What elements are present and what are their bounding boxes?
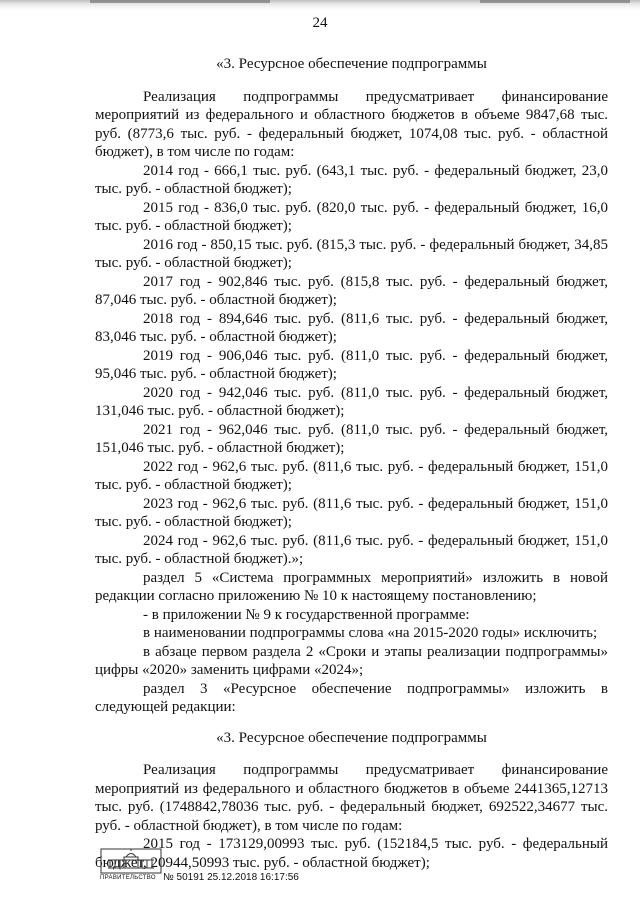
paragraph: 2021 год - 962,046 тыс. руб. (811,0 тыс. руб. - федеральный бюджет, 151,046 тыс. руб. - областной бюджет); xyxy=(95,421,608,456)
stamp-caption: ПРАВИТЕЛЬСТВО xyxy=(100,875,156,881)
paragraph: 2016 год - 850,15 тыс. руб. (815,3 тыс. руб. - федеральный бюджет, 34,85 тыс. руб. - областной бюджет); xyxy=(95,236,608,271)
paragraph: 2015 год - 836,0 тыс. руб. (820,0 тыс. руб. - федеральный бюджет, 16,0 тыс. руб. - областной бюджет); xyxy=(95,199,608,234)
paragraph: 2023 год - 962,6 тыс. руб. (811,6 тыс. руб. - федеральный бюджет, 151,0 тыс. руб. - областной бюджет); xyxy=(95,495,608,530)
section-heading: «3. Ресурсное обеспечение подпрограммы xyxy=(216,56,487,72)
scan-edge-mark xyxy=(480,0,630,3)
footer xyxy=(100,848,500,888)
section-heading: «3. Ресурсное обеспечение подпрограммы xyxy=(216,729,487,746)
paragraph: 2015 год - 173129,00993 тыс. руб. (152184,5 тыс. руб. - федеральный бюджет, 20944,50993 тыс. руб. - областной бюджет); xyxy=(95,836,608,871)
paragraph: 2014 год - 666,1 тыс. руб. (643,1 тыс. руб. - федеральный бюджет, 23,0 тыс. руб. - областной бюджет); xyxy=(95,162,608,197)
scan-edge-mark xyxy=(90,0,270,3)
paragraph: в наименовании подпрограммы слова «на 2015-2020 годы» исключить; xyxy=(143,625,598,641)
document-body xyxy=(95,55,608,872)
page-number: 24 xyxy=(312,15,328,31)
paragraph: 2018 год - 894,646 тыс. руб. (811,6 тыс. руб. - федеральный бюджет, 83,046 тыс. руб. - областной бюджет); xyxy=(95,310,608,345)
document-registration-stamp: № 50191 25.12.2018 16:17:56 xyxy=(163,872,299,883)
paragraph: 2017 год - 902,846 тыс. руб. (815,8 тыс. руб. - федеральный бюджет, 87,046 тыс. руб. - областной бюджет); xyxy=(95,273,608,308)
paragraph: 2022 год - 962,6 тыс. руб. (811,6 тыс. руб. - федеральный бюджет, 151,0 тыс. руб. - областной бюджет); xyxy=(95,458,608,493)
paragraph: в абзаце первом раздела 2 «Сроки и этапы реализации подпрограммы» цифры «2020» заменить цифрами «2024»; xyxy=(95,643,608,678)
paragraph: Реализация подпрограммы предусматривает финансирование мероприятий из федерального и областного бюджетов в объеме 9847,68 тыс. руб. (8773,6 тыс. руб. - федеральный бюджет, 1074,08 тыс. руб. - областной бюджет), в том числе по годам: xyxy=(95,88,608,160)
paragraph: раздел 5 «Система программных мероприятий» изложить в новой редакции согласно приложению № 10 к настоящему постановлению; xyxy=(95,569,608,604)
paragraph: 2024 год - 962,6 тыс. руб. (811,6 тыс. руб. - федеральный бюджет, 151,0 тыс. руб. - областной бюджет).»; xyxy=(95,532,608,567)
paragraph: 2019 год - 906,046 тыс. руб. (811,0 тыс. руб. - федеральный бюджет, 95,046 тыс. руб. - областной бюджет); xyxy=(95,347,608,382)
paragraph: - в приложении № 9 к государственной программе: xyxy=(143,606,470,623)
paragraph: 2020 год - 942,046 тыс. руб. (811,0 тыс. руб. - федеральный бюджет, 131,046 тыс. руб. - областной бюджет); xyxy=(95,384,608,419)
paragraph: раздел 3 «Ресурсное обеспечение подпрограммы» изложить в следующей редакции: xyxy=(95,680,608,715)
paragraph: Реализация подпрограммы предусматривает финансирование мероприятий из федерального и областного бюджетов в объеме 2441365,12713 тыс. руб. (1748842,78036 тыс. руб. - федеральный бюджет, 692522,34677 тыс. руб. - областной бюджет), в том числе по годам: xyxy=(95,762,608,834)
government-building-icon xyxy=(100,848,162,874)
